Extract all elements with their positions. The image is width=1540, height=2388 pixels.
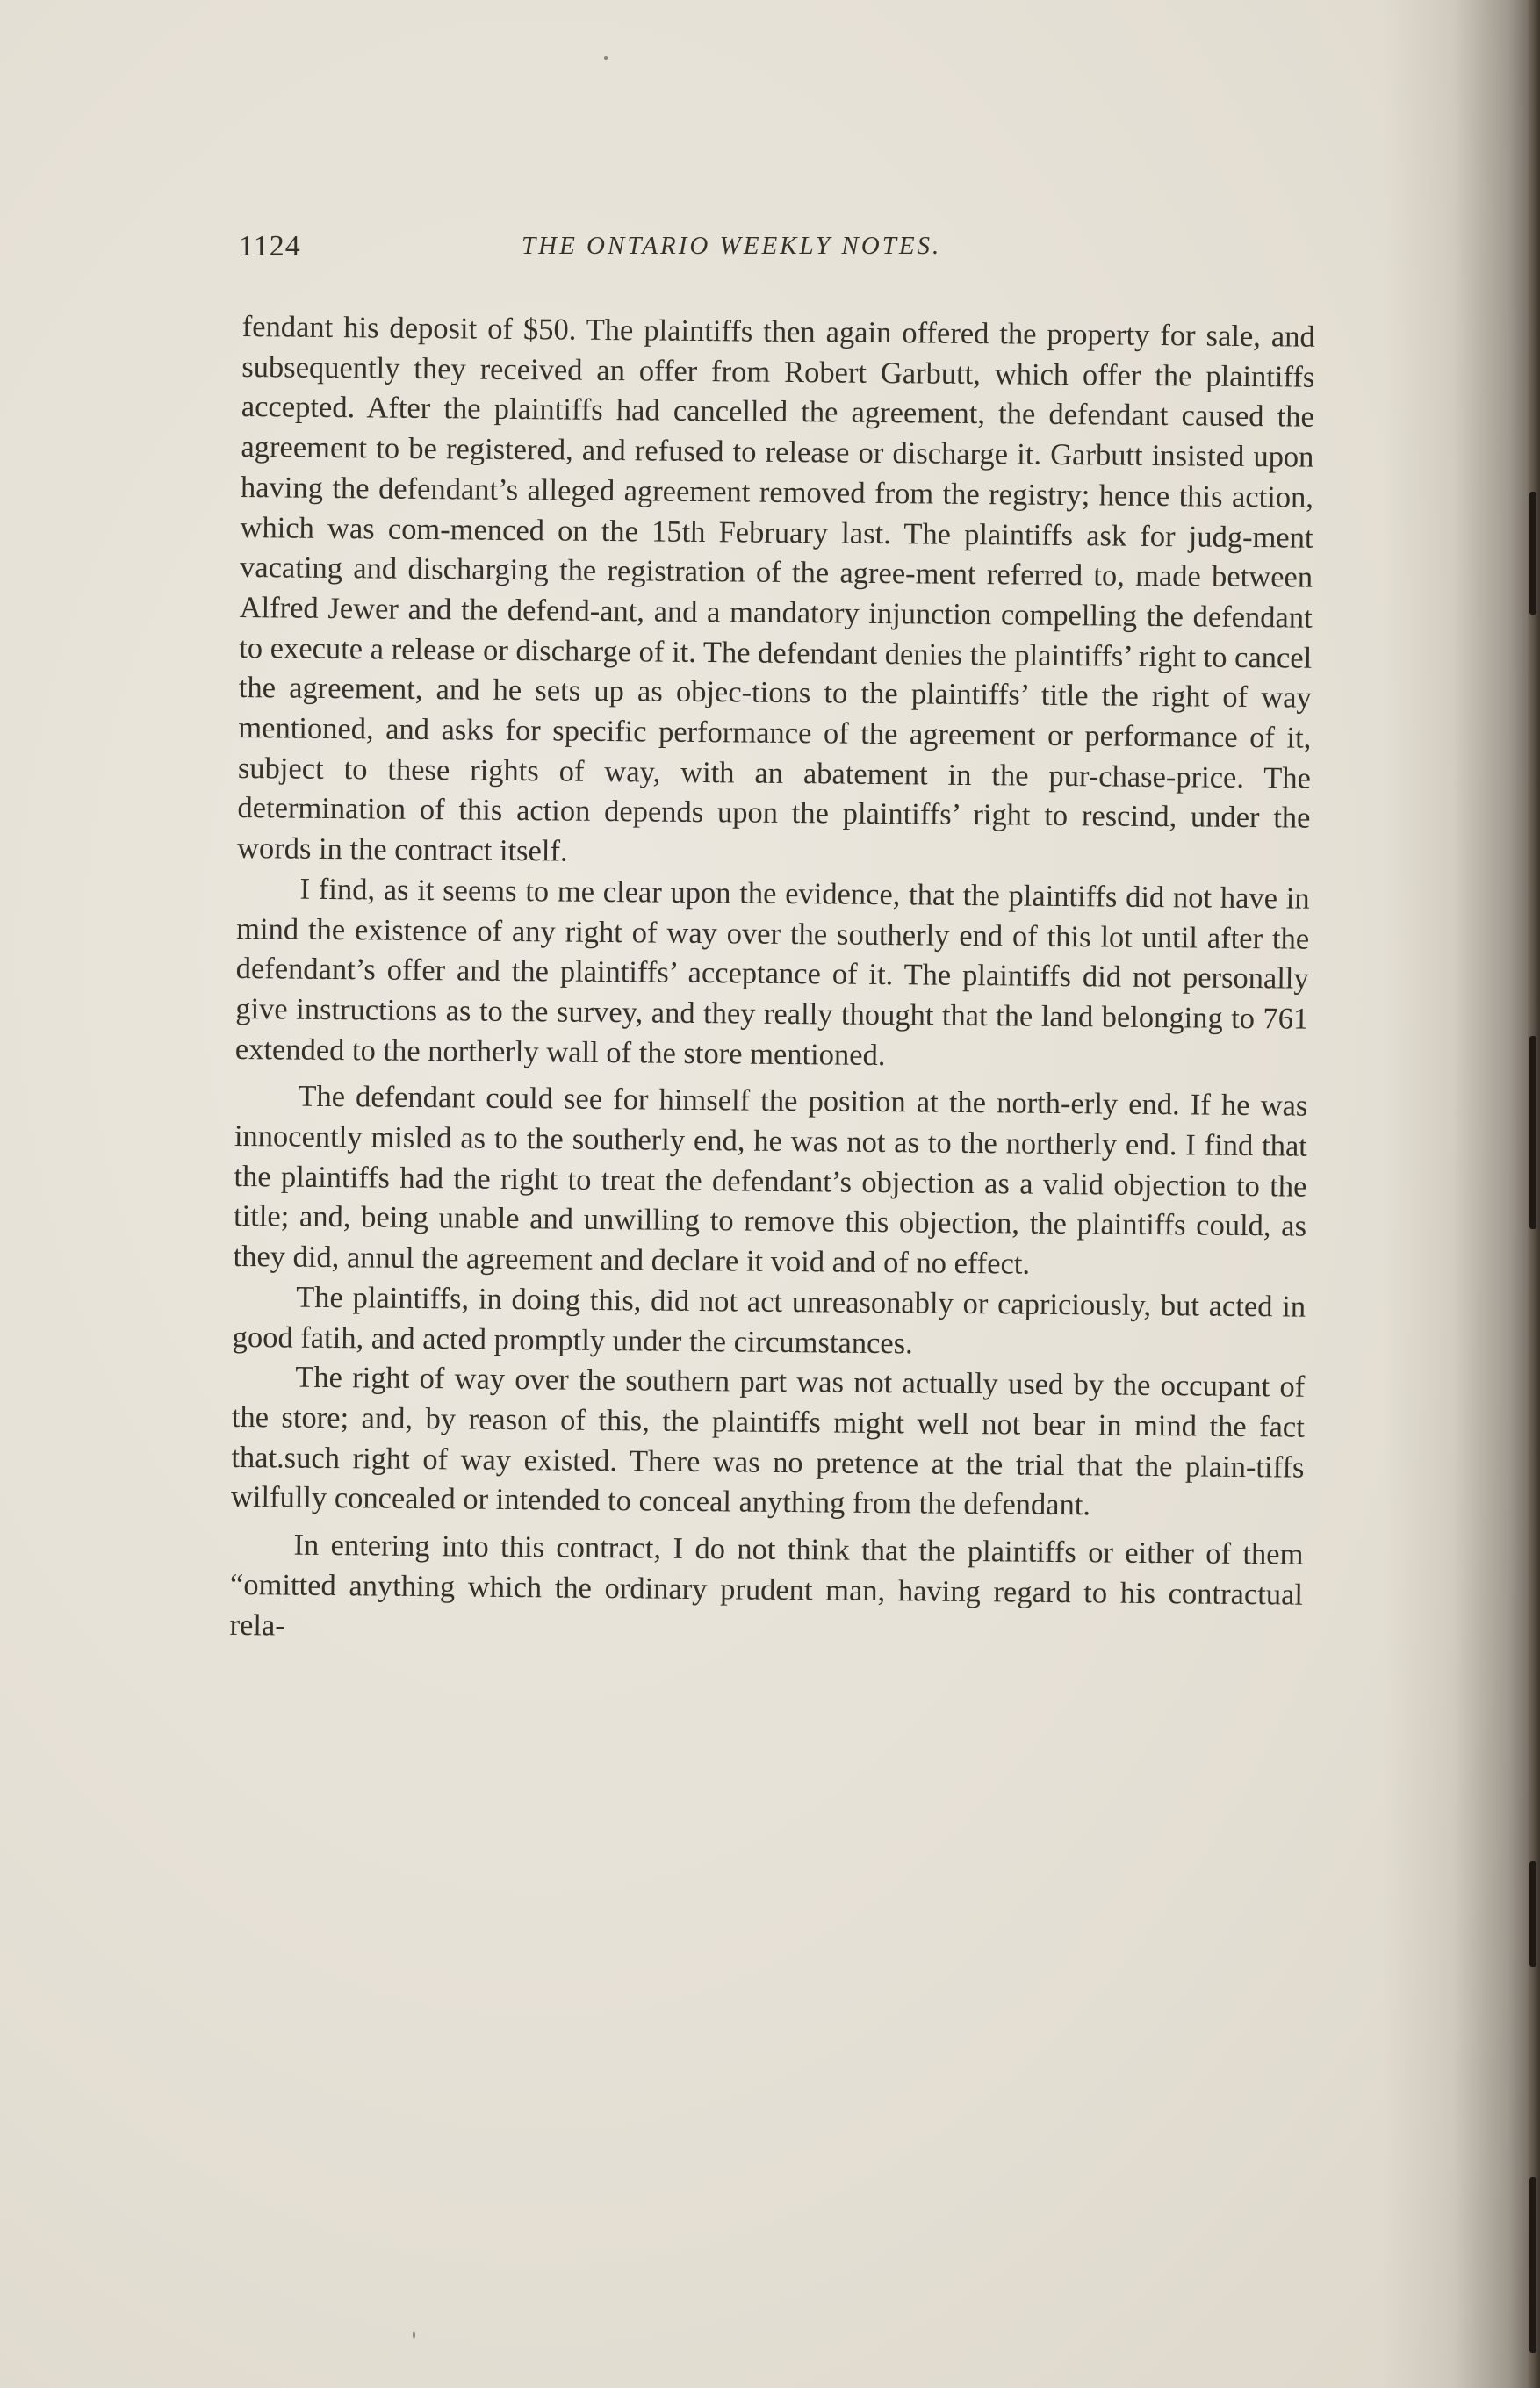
paragraph: The plaintiffs, in doing this, did not act unreasonably or capriciously, but acted in good fatih, and acted promptly under the circumstances. — [232, 1280, 1306, 1360]
paper-speck — [413, 2331, 415, 2339]
spine-mark — [1529, 492, 1536, 615]
spine-mark — [1529, 1861, 1536, 1967]
spine-mark — [1529, 1036, 1536, 1229]
paragraph: I find, as it seems to me clear upon the evidence, that the plaintiffs did not have in mind the existence of any right of way over the southerly end of this lot until after the defendant’s offer and the plaintiffs’ acceptance of it. The plaintiffs did not personally give instructions as to the survey, and they really thought that the land belonging to 761 extended to the northerly wall of the store mentioned. — [234, 872, 1310, 1072]
spine-mark — [1529, 2177, 1536, 2353]
paragraph: The right of way over the southern part was not actually used by the occupant of the store; and, by reason of this, the plaintiffs might well not bear in mind the fact that.such right of way existed. There was no pretence at the trial that the plain-tiffs wilfully concealed or intended to conceal anything from the defendant. — [230, 1360, 1306, 1522]
book-spine-shadow — [1382, 0, 1540, 2388]
running-head — [239, 230, 1328, 274]
paragraph: The defendant could see for himself the position at the north-erly end. If he was innocently misled as to the southerly end, he was not as to the northerly end. I find that the plaintiffs had the right to treat the defendant’s objection as a valid objection to the title; and, being unable and unwilling to remove this objection, the plaintiffs could, as they did, annul the agreement and declare it void and of no effect. — [233, 1080, 1308, 1281]
journal-title: THE ONTARIO WEEKLY NOTES. — [522, 232, 942, 260]
body-text — [229, 307, 1315, 1656]
paragraph: fendant his deposit of $50. The plaintiffs then again offered the property for sale, and subsequently they received an offer from Robert Garbutt, which offer the plaintiffs accepted. After the plaintiffs had cancelled the agreement, the defendant caused the agreement to be registered, and refused to release or discharge it. Garbutt insisted upon having the defendant’s alleged agreement removed from the registry; hence this action, which was com-menced on the 15th February last. The plaintiffs ask for judg-ment vacating and discharging the registration of the agree-ment referred to, made between Alfred Jewer and the defend-ant, and a mandatory injunction compelling the defendant to execute a release or discharge of it. The defendant denies the plaintiffs’ right to cancel the agreement, and he sets up as objec-tions to the plaintiffs’ title the right of way mentioned, and asks for specific performance of the agreement or performance of it, subject to these rights of way, with an abatement in the pur-chase-price. The determination of this action depends upon the plaintiffs’ right to rescind, under the words in the contract itself. — [236, 309, 1315, 868]
page-number: 1124 — [239, 230, 301, 263]
paragraph: In entering into this contract, I do not think that the plaintiffs or either of them “omitted anything which the ordinary prudent man, having regard to his contractual rela- — [229, 1528, 1304, 1643]
paper-speck — [604, 56, 608, 60]
